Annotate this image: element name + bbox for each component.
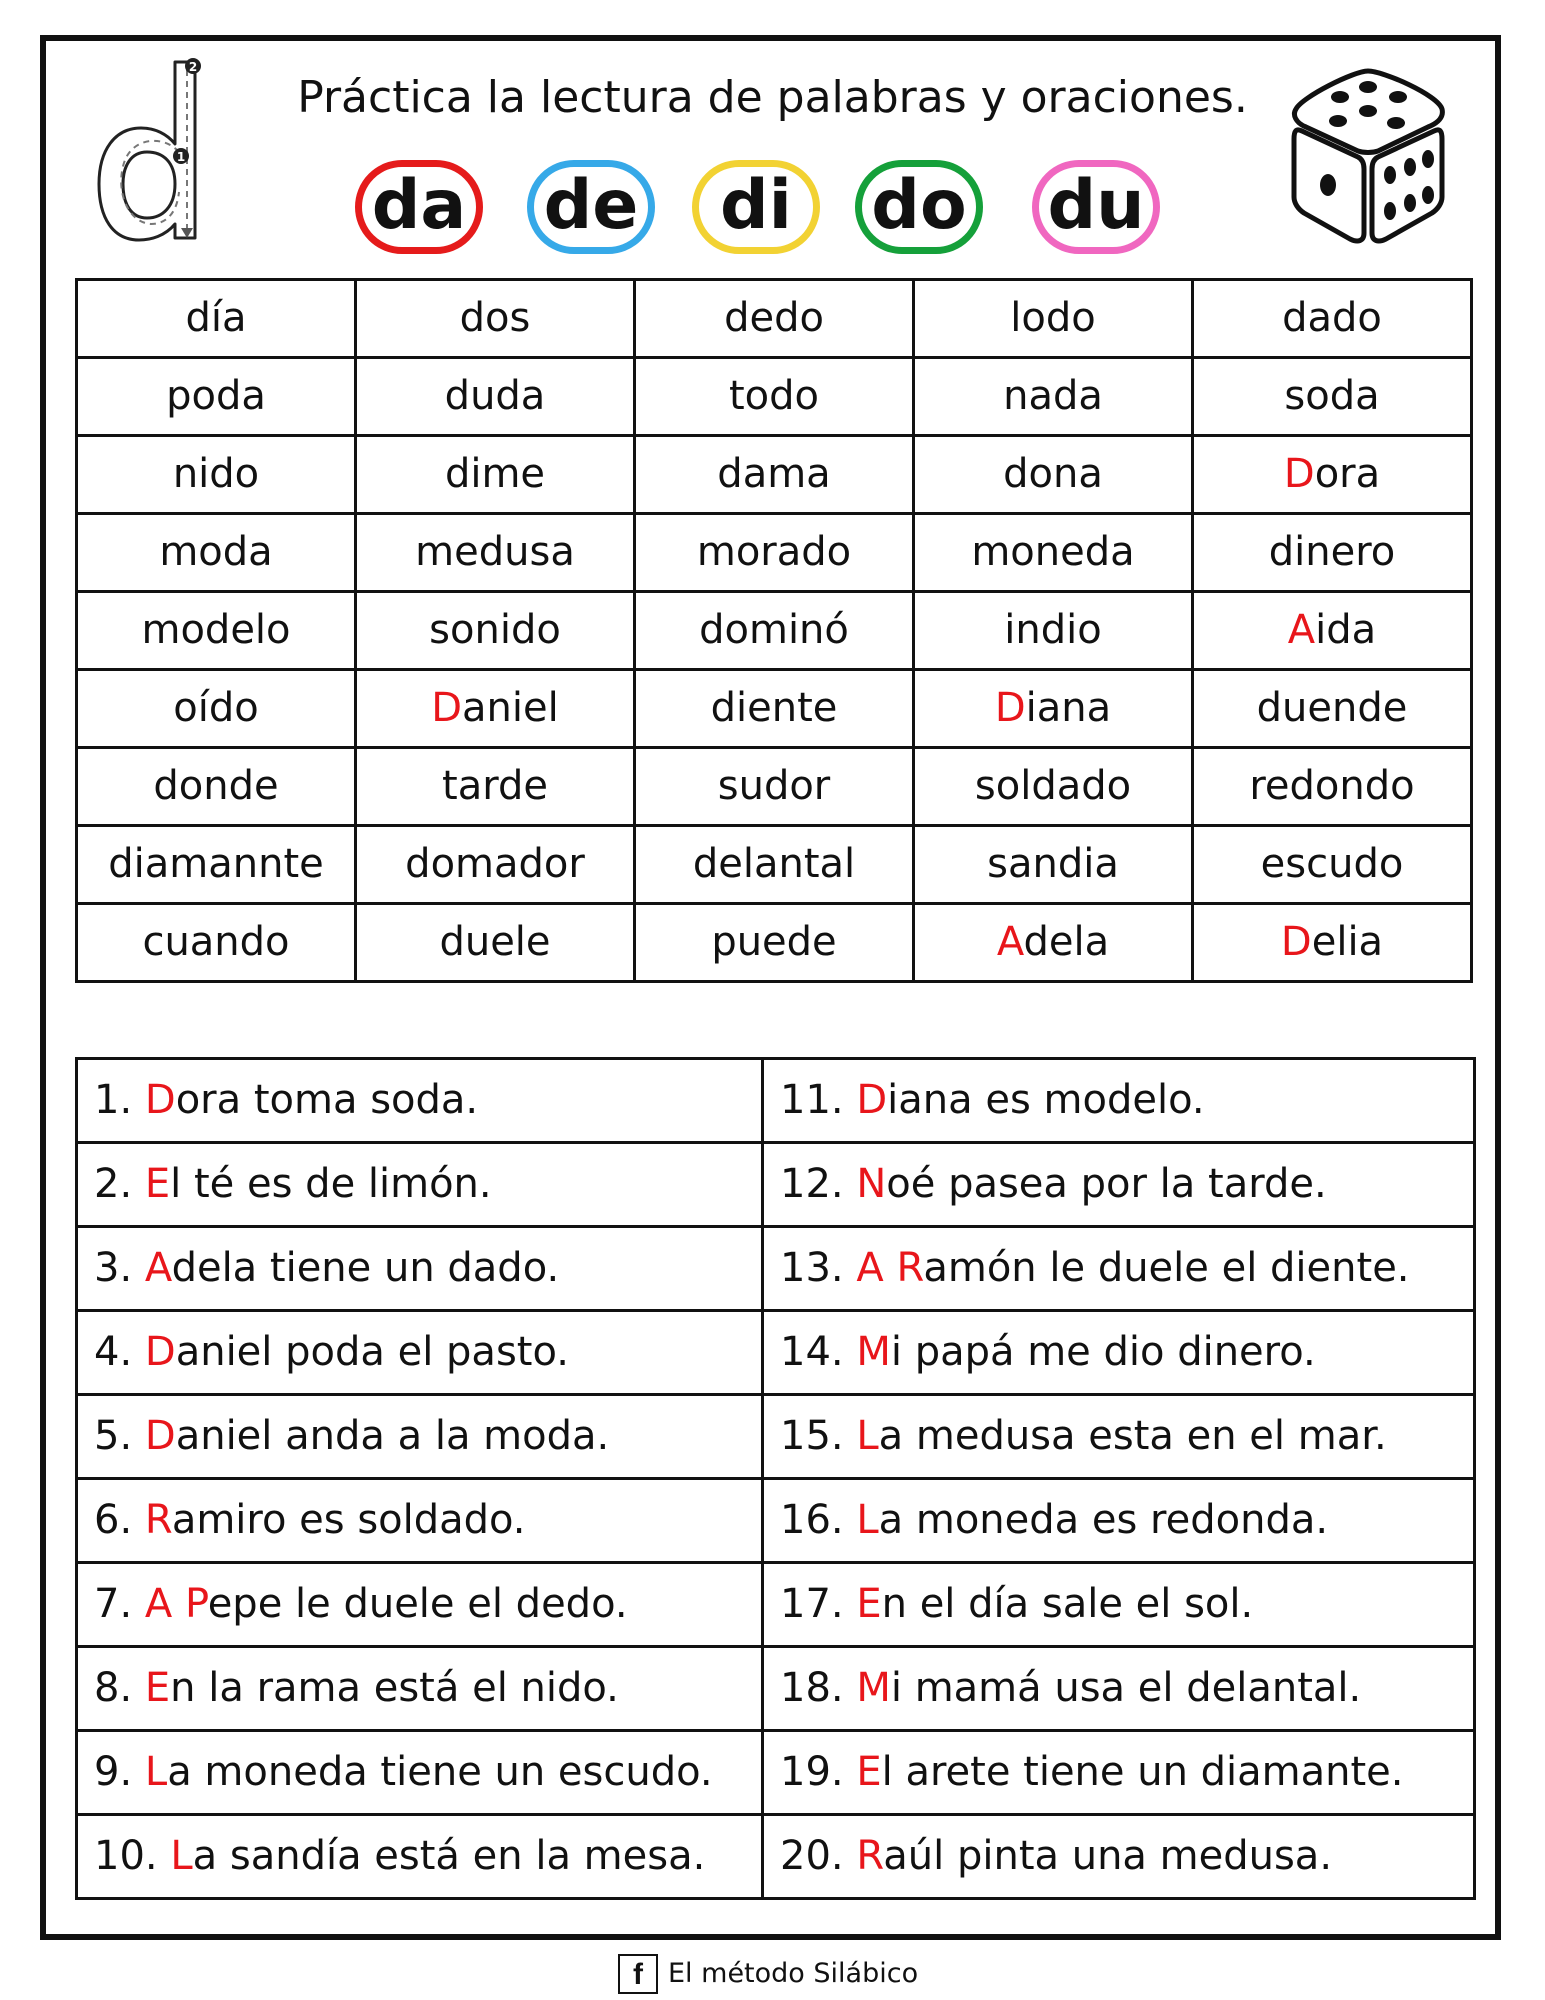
word-text: aniel [462, 685, 559, 731]
sentence-number: 20. [780, 1833, 844, 1879]
sentence-cell [763, 1143, 1475, 1227]
word-text: sonido [429, 607, 561, 653]
sentence-text: l arete tiene un diamante. [881, 1749, 1404, 1795]
page-title: Práctica la lectura de palabras y oraciones. [297, 72, 1248, 123]
word-text: diamannte [108, 841, 324, 887]
word-text: iana [1025, 685, 1112, 731]
sentence-row [77, 1563, 1475, 1647]
sentence-number: 3. [94, 1245, 133, 1291]
sentence-row [77, 1647, 1475, 1731]
word-text: escudo [1260, 841, 1404, 887]
sentence-number: 18. [780, 1665, 844, 1711]
sentence-text: a moneda es redonda. [878, 1497, 1329, 1543]
sentence-number: 1. [94, 1077, 133, 1123]
sentence-cell [77, 1647, 763, 1731]
word-text: duende [1256, 685, 1408, 731]
word-text: nido [172, 451, 260, 497]
sentence-number: 17. [780, 1581, 844, 1627]
word-text: dela [1023, 919, 1110, 965]
facebook-icon: f [618, 1954, 658, 1994]
word-cell [356, 748, 635, 826]
svg-text:1: 1 [176, 150, 186, 164]
word-text: tarde [442, 763, 548, 809]
word-cell [1193, 592, 1472, 670]
sentence-row [77, 1395, 1475, 1479]
sentence-number: 4. [94, 1329, 133, 1375]
word-text: medusa [415, 529, 575, 575]
sentence-text: a sandía está en la mesa. [192, 1833, 706, 1879]
sentence-text: aúl pinta una medusa. [883, 1833, 1333, 1879]
sentence-highlight: P [184, 1581, 208, 1627]
sentence-highlight: A [856, 1245, 884, 1291]
sentence-highlight: D [144, 1329, 176, 1375]
word-highlight: D [431, 685, 463, 731]
sentence-text: n la rama está el nido. [170, 1665, 619, 1711]
sentence-text [172, 1581, 185, 1627]
word-highlight: D [1280, 919, 1312, 965]
word-text: soldado [974, 763, 1132, 809]
sentence-cell [77, 1059, 763, 1143]
footer-text: El método Silábico [668, 1958, 919, 1989]
sentence-highlight: E [144, 1161, 171, 1207]
word-highlight: A [1287, 607, 1316, 653]
sentence-cell [77, 1311, 763, 1395]
syllable-di: di [692, 160, 820, 254]
word-cell [356, 826, 635, 904]
word-cell [914, 904, 1193, 982]
word-text: puede [711, 919, 837, 965]
word-text: domador [405, 841, 585, 887]
word-cell [77, 514, 356, 592]
sentence-highlight: D [856, 1077, 888, 1123]
word-cell [914, 514, 1193, 592]
word-text: duele [439, 919, 551, 965]
sentence-highlight: L [856, 1497, 879, 1543]
word-text: sandia [987, 841, 1119, 887]
word-cell [914, 592, 1193, 670]
sentence-number: 10. [94, 1833, 158, 1879]
word-cell [77, 748, 356, 826]
sentence-highlight: A [144, 1581, 173, 1627]
word-cell [77, 592, 356, 670]
word-cell [635, 436, 914, 514]
word-text: soda [1284, 373, 1380, 419]
word-text: sudor [717, 763, 831, 809]
sentence-highlight: A [144, 1245, 172, 1291]
sentence-text: dela tiene un dado. [171, 1245, 560, 1291]
word-cell [1193, 436, 1472, 514]
word-text: dinero [1268, 529, 1396, 575]
word-cell [1193, 904, 1472, 982]
word-text: modelo [141, 607, 291, 653]
word-row [77, 748, 1472, 826]
sentence-cell [763, 1227, 1475, 1311]
sentence-highlight: R [856, 1833, 884, 1879]
word-cell [1193, 826, 1472, 904]
sentence-number: 13. [780, 1245, 844, 1291]
word-cell [77, 436, 356, 514]
word-text: dedo [724, 295, 824, 341]
word-cell [914, 826, 1193, 904]
word-cell [356, 670, 635, 748]
word-row [77, 670, 1472, 748]
word-cell [635, 826, 914, 904]
sentence-text: oé pasea por la tarde. [886, 1161, 1327, 1207]
word-text: dominó [699, 607, 849, 653]
word-text: dado [1282, 295, 1382, 341]
word-cell [77, 904, 356, 982]
word-cell [77, 358, 356, 436]
sentence-highlight: L [170, 1833, 193, 1879]
word-cell [635, 358, 914, 436]
sentence-text: i papá me dio dinero. [890, 1329, 1316, 1375]
sentence-number: 6. [94, 1497, 133, 1543]
sentence-row [77, 1815, 1475, 1899]
word-text: delantal [692, 841, 856, 887]
sentence-text [884, 1245, 897, 1291]
sentence-highlight: R [144, 1497, 172, 1543]
sentence-number: 14. [780, 1329, 844, 1375]
sentence-row [77, 1227, 1475, 1311]
sentence-text: aniel anda a la moda. [175, 1413, 610, 1459]
sentence-text: iana es modelo. [887, 1077, 1205, 1123]
word-text: lodo [1010, 295, 1096, 341]
sentence-text: amón le duele el diente. [923, 1245, 1410, 1291]
word-text: ida [1315, 607, 1377, 653]
word-row [77, 904, 1472, 982]
word-row [77, 280, 1472, 358]
sentence-number: 15. [780, 1413, 844, 1459]
sentence-highlight: E [856, 1749, 882, 1795]
sentence-number: 2. [94, 1161, 133, 1207]
word-table [75, 278, 1473, 983]
word-cell [635, 280, 914, 358]
word-text: ora [1314, 451, 1381, 497]
sentence-cell [763, 1059, 1475, 1143]
word-cell [356, 358, 635, 436]
word-row [77, 592, 1472, 670]
word-cell [77, 826, 356, 904]
word-cell [914, 748, 1193, 826]
footer [618, 1952, 938, 1996]
word-text: todo [728, 373, 820, 419]
sentence-cell [77, 1563, 763, 1647]
sentence-row [77, 1143, 1475, 1227]
svg-text:2: 2 [188, 60, 198, 74]
sentence-highlight: E [856, 1581, 882, 1627]
word-highlight: D [1283, 451, 1315, 497]
syllable-do: do [855, 160, 983, 254]
sentence-cell [763, 1815, 1475, 1899]
sentence-text: a medusa esta en el mar. [878, 1413, 1387, 1459]
sentence-number: 8. [94, 1665, 133, 1711]
word-text: dime [444, 451, 546, 497]
syllable-du: du [1032, 160, 1160, 254]
sentence-text: i mamá usa el delantal. [890, 1665, 1362, 1711]
syllable-da: da [355, 160, 483, 254]
sentence-highlight: E [144, 1665, 171, 1711]
word-text: día [185, 295, 247, 341]
sentence-cell [763, 1311, 1475, 1395]
word-row [77, 514, 1472, 592]
sentence-text: ora toma soda. [175, 1077, 479, 1123]
sentence-number: 12. [780, 1161, 844, 1207]
sentence-highlight: L [144, 1749, 168, 1795]
sentence-cell [77, 1143, 763, 1227]
word-text: dona [1003, 451, 1103, 497]
sentence-number: 5. [94, 1413, 133, 1459]
word-highlight: D [994, 685, 1026, 731]
sentence-cell [77, 1227, 763, 1311]
word-cell [635, 514, 914, 592]
word-text: morado [696, 529, 852, 575]
sentence-row [77, 1311, 1475, 1395]
word-text: redondo [1249, 763, 1415, 809]
sentence-text: l té es de limón. [170, 1161, 492, 1207]
word-text: dama [717, 451, 831, 497]
sentence-highlight: L [856, 1413, 879, 1459]
word-cell [356, 904, 635, 982]
word-cell [356, 514, 635, 592]
word-cell [914, 358, 1193, 436]
word-text: poda [166, 373, 266, 419]
word-cell [635, 748, 914, 826]
sentence-cell [77, 1395, 763, 1479]
sentence-number: 19. [780, 1749, 844, 1795]
sentence-cell [763, 1731, 1475, 1815]
sentence-cell [77, 1479, 763, 1563]
word-text: elia [1311, 919, 1384, 965]
word-cell [356, 592, 635, 670]
sentence-text: amiro es soldado. [171, 1497, 526, 1543]
die-icon [1288, 65, 1448, 245]
word-text: dos [459, 295, 531, 341]
word-cell [635, 904, 914, 982]
word-cell [356, 280, 635, 358]
sentence-cell [77, 1815, 763, 1899]
word-cell [914, 280, 1193, 358]
word-highlight: A [996, 919, 1024, 965]
word-cell [635, 670, 914, 748]
sentence-row [77, 1059, 1475, 1143]
sentence-highlight: R [896, 1245, 924, 1291]
word-cell [1193, 748, 1472, 826]
word-text: diente [710, 685, 838, 731]
word-cell [914, 670, 1193, 748]
sentence-highlight: M [856, 1329, 891, 1375]
sentence-highlight: D [144, 1077, 176, 1123]
sentence-highlight: M [856, 1665, 891, 1711]
sentence-text: n el día sale el sol. [881, 1581, 1254, 1627]
sentence-highlight: D [144, 1413, 176, 1459]
sentence-text: epe le duele el dedo. [207, 1581, 628, 1627]
word-text: duda [444, 373, 546, 419]
word-text: donde [153, 763, 279, 809]
word-cell [1193, 670, 1472, 748]
word-text: cuando [142, 919, 290, 965]
word-text: indio [1004, 607, 1102, 653]
syllable-de: de [527, 160, 655, 254]
word-text: oído [173, 685, 259, 731]
letter-d-tracing-icon [95, 52, 217, 248]
word-cell [77, 280, 356, 358]
sentence-text: aniel poda el pasto. [175, 1329, 569, 1375]
word-text: nada [1003, 373, 1103, 419]
word-cell [77, 670, 356, 748]
word-cell [1193, 358, 1472, 436]
sentence-number: 7. [94, 1581, 133, 1627]
sentence-row [77, 1479, 1475, 1563]
sentence-row [77, 1731, 1475, 1815]
word-text: moneda [971, 529, 1135, 575]
sentence-cell [763, 1395, 1475, 1479]
sentence-cell [763, 1647, 1475, 1731]
sentence-number: 16. [780, 1497, 844, 1543]
word-cell [635, 592, 914, 670]
word-cell [1193, 280, 1472, 358]
sentence-cell [763, 1479, 1475, 1563]
word-row [77, 436, 1472, 514]
word-text: moda [159, 529, 273, 575]
word-cell [914, 436, 1193, 514]
sentence-cell [763, 1563, 1475, 1647]
syllable-row [355, 160, 1170, 260]
sentence-text: a moneda tiene un escudo. [167, 1749, 713, 1795]
sentence-highlight: N [856, 1161, 887, 1207]
word-cell [1193, 514, 1472, 592]
word-cell [356, 436, 635, 514]
sentence-number: 9. [94, 1749, 133, 1795]
word-row [77, 826, 1472, 904]
sentence-cell [77, 1731, 763, 1815]
sentence-number: 11. [780, 1077, 844, 1123]
sentence-table [75, 1057, 1476, 1900]
word-row [77, 358, 1472, 436]
